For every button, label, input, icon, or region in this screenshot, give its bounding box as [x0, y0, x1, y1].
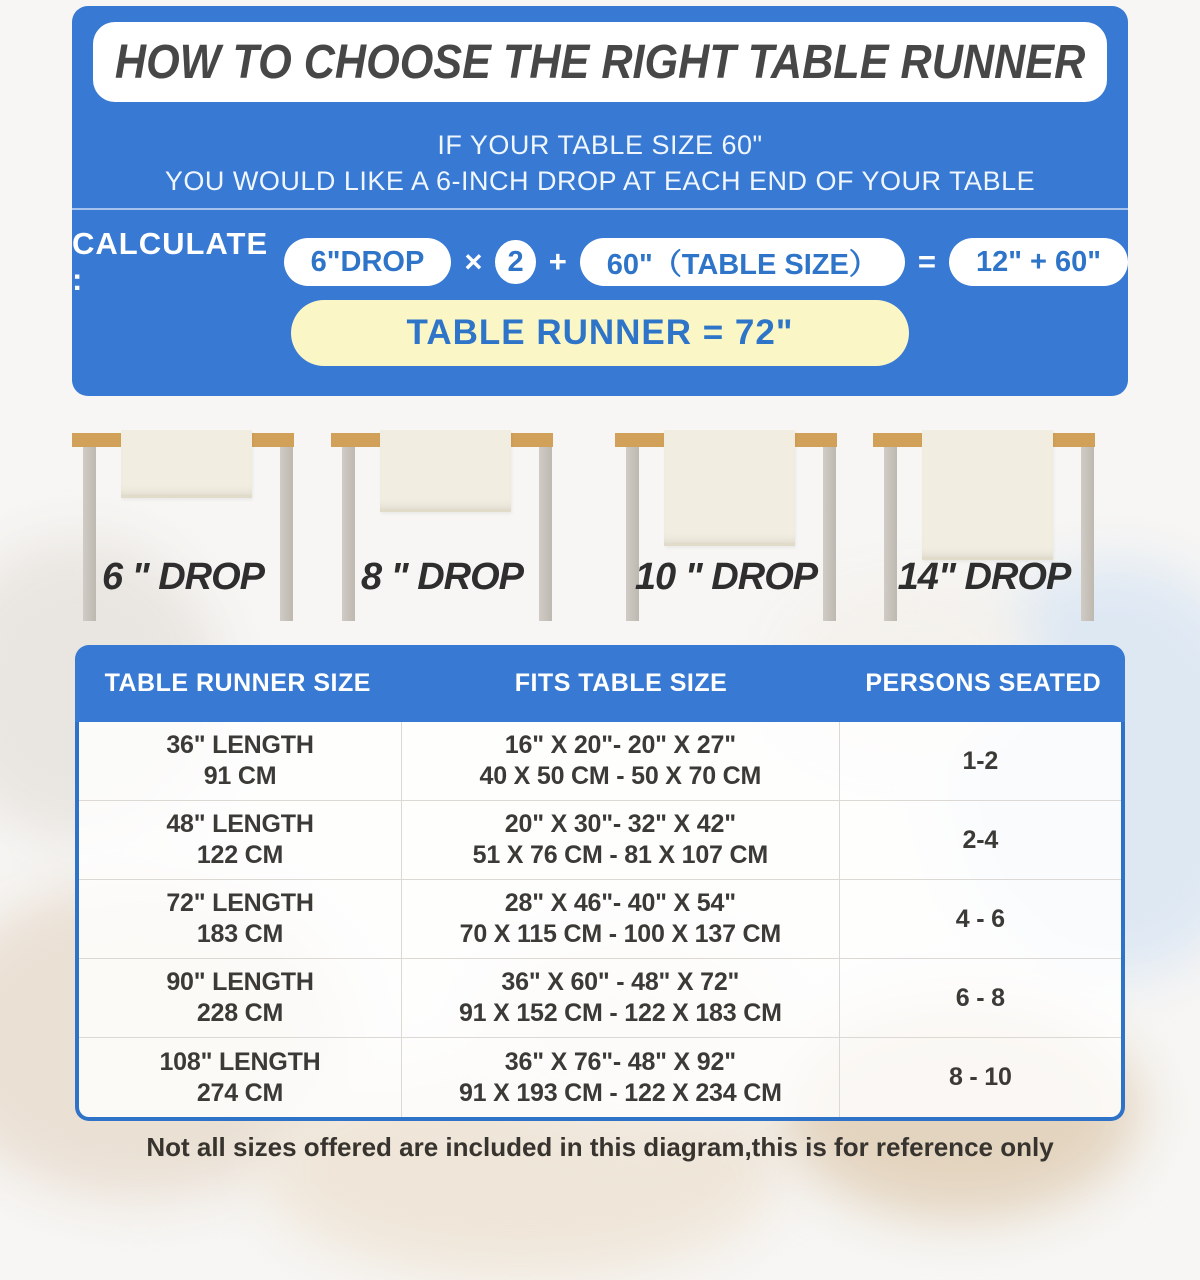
- runner-size-cm: 122 CM: [196, 841, 284, 869]
- persons-seated: 6 - 8: [955, 983, 1005, 1012]
- runner-size-cell: [79, 959, 402, 1037]
- runner-size-inches: 90" LENGTH: [166, 968, 314, 996]
- table-row: [79, 1038, 1121, 1117]
- calculation-row: [72, 226, 1128, 297]
- table-row: [79, 959, 1121, 1038]
- table-body: [75, 722, 1125, 1121]
- drop-value-pill: 6"DROP: [284, 238, 452, 286]
- persons-seated: 4 - 6: [955, 904, 1005, 933]
- column-header-persons: PERSONS SEATED: [865, 669, 1102, 697]
- table-size-pill: 60"（TABLE SIZE）: [580, 238, 905, 286]
- multiplier-badge: 2: [495, 240, 535, 284]
- fits-size-cell: [402, 959, 840, 1037]
- table-row: [79, 722, 1121, 801]
- hero-panel: [72, 6, 1128, 396]
- persons-cell: [840, 1038, 1121, 1117]
- table-row: [79, 880, 1121, 959]
- persons-cell: [840, 959, 1121, 1037]
- drop-figure-6: [72, 430, 294, 626]
- drop-label: 8 " DROP: [360, 556, 524, 598]
- equals-operator: =: [917, 244, 936, 279]
- persons-seated: 8 - 10: [948, 1063, 1012, 1091]
- runner-size-cm: 228 CM: [196, 999, 284, 1027]
- fits-size-inches: 28" X 46"- 40" X 54": [504, 889, 736, 917]
- persons-cell: [840, 801, 1121, 879]
- drop-label: 6 " DROP: [101, 556, 265, 598]
- subtitle-line-2: YOU WOULD LIKE A 6-INCH DROP AT EACH END OF YOUR TABLE: [164, 166, 1036, 196]
- drop-figure-10: [615, 430, 837, 626]
- drop-figure-14: [873, 430, 1095, 626]
- runner-size-cell: [79, 801, 402, 879]
- fits-size-inches: 36" X 60" - 48" X 72": [501, 968, 740, 996]
- calculate-label: CALCULATE :: [72, 226, 269, 297]
- fits-size-cell: [402, 801, 840, 879]
- plus-operator: +: [548, 244, 567, 279]
- runner-size-cm: 183 CM: [196, 920, 284, 948]
- size-reference-table: [75, 645, 1125, 1121]
- table-runner: [380, 430, 511, 512]
- drop-label: 10 " DROP: [634, 556, 818, 598]
- persons-cell: [840, 722, 1121, 800]
- runner-size-inches: 36" LENGTH: [166, 731, 314, 759]
- drop-label: 14" DROP: [897, 556, 1071, 598]
- runner-size-inches: 48" LENGTH: [166, 810, 314, 838]
- sum-pill: 12" + 60": [949, 238, 1128, 286]
- persons-seated: 2-4: [962, 825, 999, 854]
- table-runner: [664, 430, 795, 546]
- fits-size-cm: 40 X 50 CM - 50 X 70 CM: [479, 762, 762, 790]
- hero-divider: [72, 208, 1128, 210]
- times-operator: ×: [464, 244, 483, 279]
- runner-size-cell: [79, 880, 402, 958]
- runner-size-cm: 91 CM: [203, 762, 277, 790]
- table-row: [79, 801, 1121, 880]
- fits-size-cm: 91 X 152 CM - 122 X 183 CM: [458, 999, 782, 1027]
- subtitle-line-1: IF YOUR TABLE SIZE 60": [437, 130, 763, 160]
- reference-note: Not all sizes offered are included in this diagram,this is for reference only: [146, 1132, 1054, 1162]
- runner-size-cell: [79, 722, 402, 800]
- persons-cell: [840, 880, 1121, 958]
- fits-size-cm: 51 X 76 CM - 81 X 107 CM: [472, 841, 768, 869]
- fits-size-cm: 91 X 193 CM - 122 X 234 CM: [458, 1078, 782, 1107]
- fits-size-cm: 70 X 115 CM - 100 X 137 CM: [459, 920, 782, 948]
- column-header-fits-size: FITS TABLE SIZE: [514, 669, 728, 697]
- fits-size-cell: [402, 722, 840, 800]
- drop-figure-8: [331, 430, 553, 626]
- runner-size-cell: [79, 1038, 402, 1117]
- fits-size-inches: 36" X 76"- 48" X 92": [504, 1047, 736, 1076]
- fits-size-inches: 16" X 20"- 20" X 27": [504, 731, 736, 759]
- runner-size-inches: 108" LENGTH: [159, 1047, 321, 1076]
- persons-seated: 1-2: [962, 746, 999, 775]
- table-runner: [922, 430, 1053, 560]
- fits-size-cell: [402, 880, 840, 958]
- table-header-row: [75, 645, 1125, 722]
- runner-size-cm: 274 CM: [196, 1078, 284, 1107]
- table-runner: [121, 430, 252, 498]
- title-banner: [93, 22, 1107, 102]
- result-pill: TABLE RUNNER = 72": [291, 300, 909, 366]
- fits-size-inches: 20" X 30"- 32" X 42": [504, 810, 736, 838]
- drop-figures-section: [72, 430, 1128, 626]
- column-header-runner-size: TABLE RUNNER SIZE: [104, 669, 371, 697]
- page-title: HOW TO CHOOSE THE RIGHT TABLE RUNNER: [114, 35, 1086, 89]
- fits-size-cell: [402, 1038, 840, 1117]
- runner-size-inches: 72" LENGTH: [166, 889, 314, 917]
